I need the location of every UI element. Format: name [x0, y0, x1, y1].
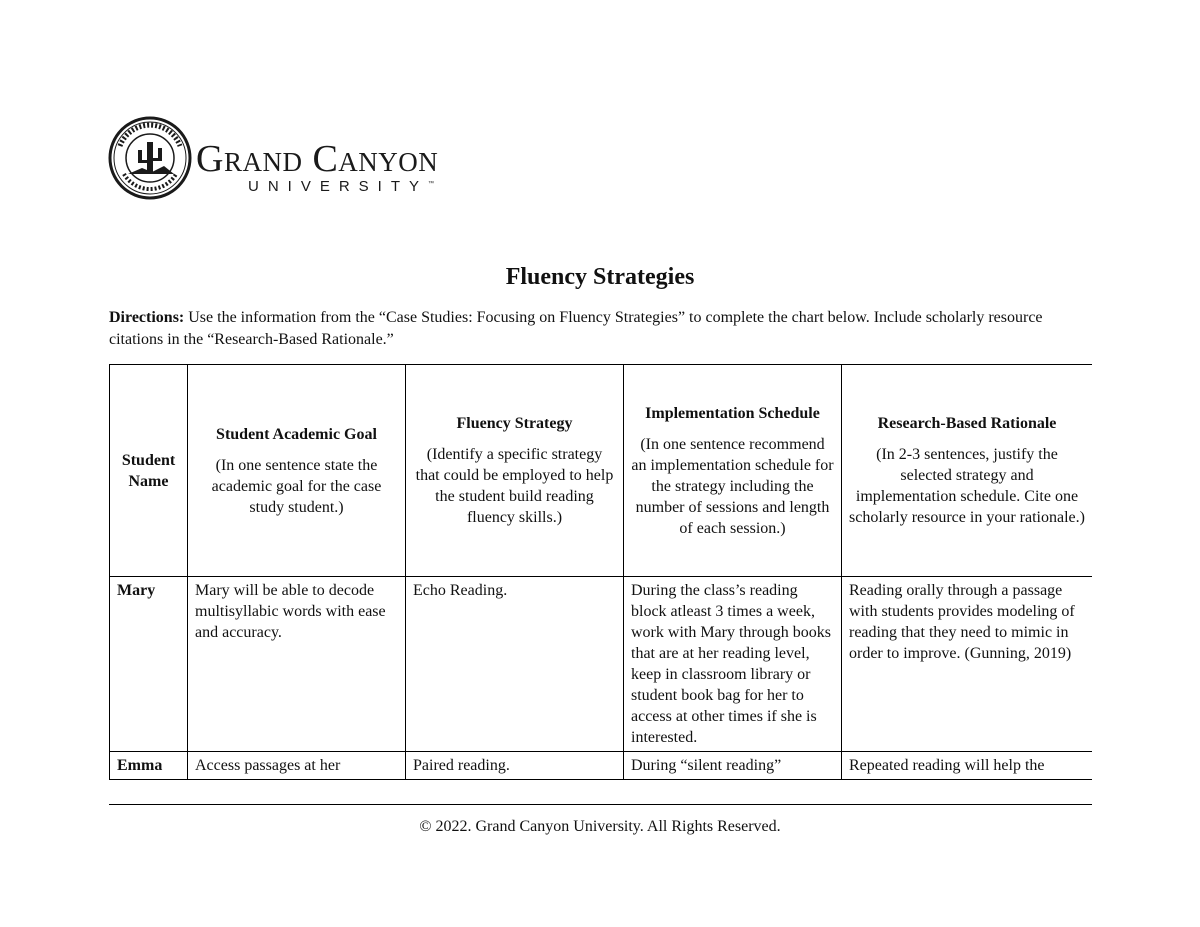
- table-row: [110, 577, 1093, 752]
- trademark-symbol: ™: [428, 181, 435, 187]
- cell-student-name: Emma: [110, 752, 188, 780]
- header-academic-goal: [188, 365, 406, 577]
- university-seal-icon: [108, 116, 192, 200]
- page-title: Fluency Strategies: [505, 264, 695, 290]
- logo-wordmark: Grand Canyon: [196, 138, 439, 180]
- copyright-footer: © 2022. Grand Canyon University. All Rights Reserved.: [419, 818, 781, 835]
- header-research-rationale: [842, 365, 1093, 577]
- header-implementation-schedule: [624, 365, 842, 577]
- cell-research-rationale: Repeated reading will help the: [842, 752, 1093, 780]
- header-student-name: [110, 365, 188, 577]
- logo-subtitle: [248, 179, 434, 194]
- directions-label: Directions:: [109, 309, 185, 326]
- header-instructions: (In one sentence state the academic goal for the case study student.): [211, 456, 382, 516]
- header-title: Implementation Schedule: [645, 404, 820, 422]
- logo-subtitle-text: UNIVERSITY: [248, 178, 429, 195]
- header-fluency-strategy: [406, 365, 624, 577]
- cell-student-name: Mary: [110, 577, 188, 752]
- cell-fluency-strategy: Echo Reading.: [406, 577, 624, 752]
- header-title: Student Academic Goal: [216, 425, 377, 443]
- cell-academic-goal: Mary will be able to decode multisyllabic words with ease and accuracy.: [188, 577, 406, 752]
- cell-implementation-schedule: During “silent reading”: [624, 752, 842, 780]
- header-title: Research-Based Rationale: [877, 415, 1057, 432]
- directions: [109, 307, 1069, 351]
- university-logo: [108, 116, 488, 202]
- cell-research-rationale: Reading orally through a passage with students provides modeling of reading that they need to mimic in order to improve. (Gunning, 2019): [842, 577, 1093, 752]
- header-instructions: (In one sentence recommend an implementation schedule for the strategy including the number of sessions and length of each session.): [631, 435, 834, 537]
- header-instructions: (Identify a specific strategy that could be employed to help the student build reading fluency skills.): [415, 446, 614, 526]
- cell-academic-goal: Access passages at her: [188, 752, 406, 780]
- fluency-strategies-table: [109, 364, 1092, 805]
- header-title: Fluency Strategy: [456, 415, 573, 432]
- cell-fluency-strategy: Paired reading.: [406, 752, 624, 780]
- table-row: [110, 752, 1093, 780]
- table-header-row: [110, 365, 1093, 577]
- header-title: Student Name: [121, 451, 176, 490]
- cell-implementation-schedule: During the class’s reading block atleast 3 times a week, work with Mary through books that are at her reading level, keep in classroom library or student book bag for her to access at other times if she is interested.: [624, 577, 842, 752]
- header-instructions: (In 2-3 sentences, justify the selected strategy and implementation schedule. Cite one scholarly resource in your rationale.): [849, 446, 1085, 526]
- directions-text: Use the information from the “Case Studies: Focusing on Fluency Strategies” to complete the chart below. Include scholarly resource citations in the “Research-Based Rationale.”: [109, 309, 1043, 348]
